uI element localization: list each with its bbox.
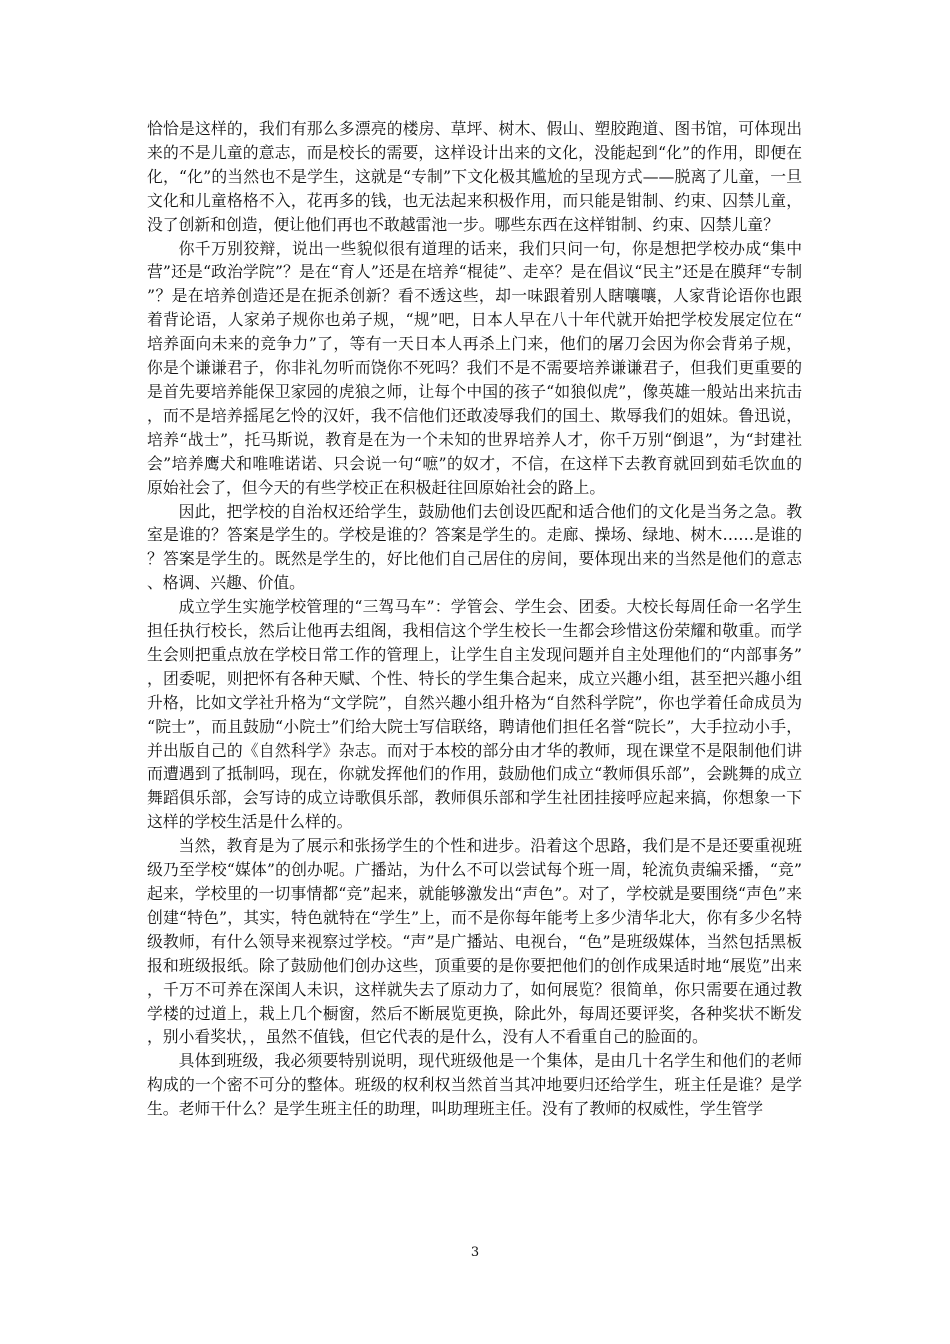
paragraph-1: 恰恰是这样的，我们有那么多漂亮的楼房、草坪、树木、假山、塑胶跑道、图书馆，可体现出来的不是儿童的意志，而是校长的需要，这样设计出来的文化，没能起到“化”的作用，即便在化，“化”的当然也不是学生，这就是“专制”下文化极其尴尬的呈现方式——脱离了儿童，一旦文化和儿童格格不入，花再多的钱，也无法起来积极作用，而只能是钳制、约束、囚禁儿童，没了创新和创造，便让他们再也不敢越雷池一步。哪些东西在这样钳制、约束、囚禁儿童？: [147, 119, 802, 234]
paragraph-4: 成立学生实施学校管理的“三驾马车”：学管会、学生会、团委。大校长每周任命一名学生担任执行校长，然后让他再去组阁，我相信这个学生校长一生都会珍惜这份荣耀和敬重。而学生会则把重点放在学校日常工作的管理上，让学生自主发现问题并自主处理他们的“内部事务”，团委呢，则把怀有各种天赋、个性、特长的学生集合起来，成立兴趣小组，甚至把兴趣小组升格，比如文学社升格为“文学院”，自然兴趣小组升格为“自然科学院”，你也学着任命成员为“院士”，而且鼓励“小院士”们给大院士写信联络，聘请他们担任名誉“院长”，大手拉动小手，并出版自己的《自然科学》杂志。而对于本校的部分由才华的教师，现在课堂不是限制他们讲而遭遇到了抵制吗，现在，你就发挥他们的作用，鼓励他们成立“教师俱乐部”，会跳舞的成立舞蹈俱乐部，会写诗的成立诗歌俱乐部，教师俱乐部和学生社团挂接呼应起来搞，你想象一下这样的学校生活是什么样的。: [147, 597, 802, 832]
paragraph-5: 当然，教育是为了展示和张扬学生的个性和进步。沿着这个思路，我们是不是还要重视班级乃至学校“媒体”的创办呢。广播站，为什么不可以尝试每个班一周，轮流负责编采播，“竞”起来，学校里的一切事情都“竞”起来，就能够激发出“声色”。对了，学校就是要围绕“声色”来创建“特色”，其实，特色就特在“学生”上，而不是你每年能考上多少清华北大，你有多少名特级教师，有什么领导来视察过学校。“声”是广播站、电视台，“色”是班级媒体，当然包括黑板报和班级报纸。除了鼓励他们创办这些，顶重要的是你要把他们的创作成果适时地“展览”出来，千万不可养在深闺人未识，这样就失去了原动力了，如何展览？很简单，你只需要在通过教学楼的过道上，栽上几个橱窗，然后不断展览更换，除此外，每周还要评奖，各种奖状不断发，别小看奖状，，虽然不值钱，但它代表的是什么，没有人不看重自己的脸面的。: [147, 836, 802, 1047]
paragraph-2: 你千万别狡辩，说出一些貌似很有道理的话来，我们只问一句，你是想把学校办成“集中营”还是“政治学院”？是在“育人”还是在培养“棍徒”、走卒？是在倡议“民主”还是在膜拜“专制”？是在培养创造还是在扼杀创新？看不透这些，却一味跟着别人瞎嚷嚷，人家背论语你也跟着背论语，人家弟子规你也弟子规，“规”吧，日本人早在八十年代就开始把学校发展定位在“培养面向未来的竞争力”了，等有一天日本人再杀上门来，他们的屠刀会因为你会背弟子规，你是个谦谦君子，你非礼勿听而饶你不死吗？我们不是不需要培养谦谦君子，但我们更重要的是首先要培养能保卫家园的虎狼之师，让每个中国的孩子“如狼似虎”，像英雄一般站出来抗击，而不是培养摇尾乞怜的汉奸，我不信他们还敢凌辱我们的国土、欺辱我们的姐妹。鲁迅说，培养“战士”，托马斯说，教育是在为一个未知的世界培养人才，你千万别“倒退”，为“封建社会”培养鹰犬和唯唯诺诺、只会说一句“嗻”的奴才，不信，在这样下去教育就回到茹毛饮血的原始社会了，但今天的有些学校正在积极赶往回原始社会的路上。: [147, 238, 802, 497]
paragraph-3: 因此，把学校的自治权还给学生，鼓励他们去创设匹配和适合他们的文化是当务之急。教室是谁的？答案是学生的。学校是谁的？答案是学生的。走廊、操场、绿地、树木……是谁的？答案是学生的。既然是学生的，好比他们自己居住的房间，要体现出来的当然是他们的意志、格调、兴趣、价值。: [147, 501, 802, 593]
paragraph-6: 具体到班级，我必须要特别说明，现代班级他是一个集体，是由几十名学生和他们的老师构成的一个密不可分的整体。班级的权利权当然首当其冲地要归还给学生，班主任是谁？是学生。老师干什么？是学生班主任的助理，叫助理班主任。没有了教师的权威性，学生管学: [147, 1051, 802, 1119]
body-text: [147, 117, 802, 1121]
page-number: 3: [470, 1245, 480, 1260]
